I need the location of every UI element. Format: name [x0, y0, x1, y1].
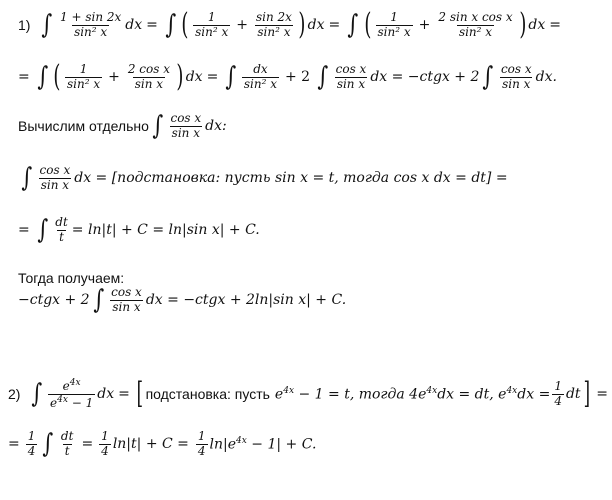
integral-sign: ∫: [317, 62, 329, 92]
fraction: $\frac{dx}{\text{sin² x}}$: [243, 61, 277, 91]
p1-final: −ctgx + 2 ∫ $\frac{\text{cos x}}{\text{sin x}}$ dx = −ctgx + 2ln|sin x| + C.: [18, 285, 347, 316]
integral-sign: ∫: [165, 10, 177, 40]
p1-line1: 1) ∫ $\frac{1 + \sin 2x}{\text{sin² x}}$ dx = ∫ ( $\frac{1}{\text{sin² x}}$ + $\frac{\sin 2x}{\text{sin² x}}$ ) dx = ∫ ( $\frac{1}{\text{sin² x}}$ + $\frac{\text{2 sin x cos x}}{\text{sin² x}}$ ) dx =: [18, 7, 561, 42]
fraction: $\frac{1}{4}$: [27, 429, 36, 458]
p2-line1: 2) ∫ $\frac{e^{4x}}{e^{4x} - 1}$ dx = [ подстановка: пусть $e^{4x} - 1 = t$, тогда $4e^{4x}dx$ = dt, $e^{4x}dx$ = $\frac{1}{4}$ dt ] =: [8, 376, 608, 412]
fraction: $\frac{\text{cos x}}{\text{sin x}}$: [500, 61, 532, 91]
integral-sign: ∫: [152, 111, 164, 142]
then-text: Тогда получаем:: [18, 270, 125, 286]
integral-sign: ∫: [37, 215, 48, 246]
integral-sign: ∫: [482, 62, 494, 92]
fraction: $\frac{\text{cos x}}{\text{sin x}}$: [111, 285, 142, 314]
fraction: $\frac{1 + \sin 2x}{\text{sin² x}}$: [60, 9, 122, 39]
separately-text: Вычислим отдельно: [18, 118, 149, 135]
fraction: $\frac{\sin 2x}{\text{sin² x}}$: [255, 9, 292, 39]
p1-substitution: ∫ $\frac{\text{cos x}}{\text{sin x}}$ dx = [подстановка: пусть sin x = t, тогда cos x dx = dt] =: [21, 163, 508, 194]
p1-then: [18, 270, 124, 286]
integral-sign: ∫: [41, 10, 53, 40]
fraction: $\frac{1}{4}$: [197, 429, 206, 458]
fraction: $\frac{\text{2 cos x}}{\text{sin x}}$: [127, 61, 170, 91]
fraction: $\frac{e^{4x}}{e^{4x} - 1}$: [50, 378, 94, 410]
fraction: $\frac{1}{\text{sin² x}}$: [377, 9, 411, 39]
fraction: $\frac{\text{cos x}}{\text{sin x}}$: [39, 163, 71, 192]
fraction: $\frac{1}{\text{sin² x}}$: [67, 61, 101, 91]
fraction: $\frac{dt}{t}$: [60, 429, 74, 458]
fraction: $\frac{1}{4}$: [554, 379, 562, 408]
fraction: $\frac{\text{cos x}}{\text{sin x}}$: [170, 111, 202, 140]
integral-sign: ∫: [21, 163, 33, 194]
fraction: $\frac{1}{\text{sin² x}}$: [195, 9, 229, 39]
problem2-number: 2): [8, 386, 21, 403]
integral-sign: ∫: [347, 10, 359, 40]
fraction: $\frac{dt}{t}$: [55, 215, 68, 244]
integral-sign: ∫: [225, 62, 237, 92]
fraction: $\frac{\text{cos x}}{\text{sin x}}$: [335, 61, 367, 91]
fraction: $\frac{1}{4}$: [101, 429, 109, 458]
problem1-number: 1): [18, 17, 31, 33]
integral-sign: ∫: [37, 62, 48, 92]
integral-sign: ∫: [42, 429, 54, 460]
p2-line2: = $\frac{1}{4}$ ∫ $\frac{dt}{t}$ = $\frac{1}{4}$ ln|t| + C = $\frac{1}{4}$ $\ln|e^{4x} - 1| + C$.: [8, 429, 317, 460]
p1-line2: = ∫ ( $\frac{1}{\text{sin² x}}$ + $\frac{\text{2 cos x}}{\text{sin x}}$ ) dx = ∫ $\frac{dx}{\text{sin² x}}$ + 2 ∫ $\frac{\text{cos x}}{\text{sin x}}$ dx = −ctgx + 2 ∫ $\frac{\text{cos x}}{\text{sin x}}$ dx.: [18, 59, 557, 94]
p1-result: = ∫ $\frac{dt}{t}$ = ln|t| + C = ln|sin x| + C.: [18, 215, 260, 246]
integral-sign: ∫: [92, 285, 104, 316]
p1-separately: Вычислим отдельно ∫ $\frac{\text{cos x}}{\text{sin x}}$ dx:: [18, 111, 227, 142]
integral-sign: ∫: [31, 379, 43, 410]
fraction: $\frac{\text{2 sin x cos x}}{\text{sin² x}}$: [438, 9, 513, 39]
